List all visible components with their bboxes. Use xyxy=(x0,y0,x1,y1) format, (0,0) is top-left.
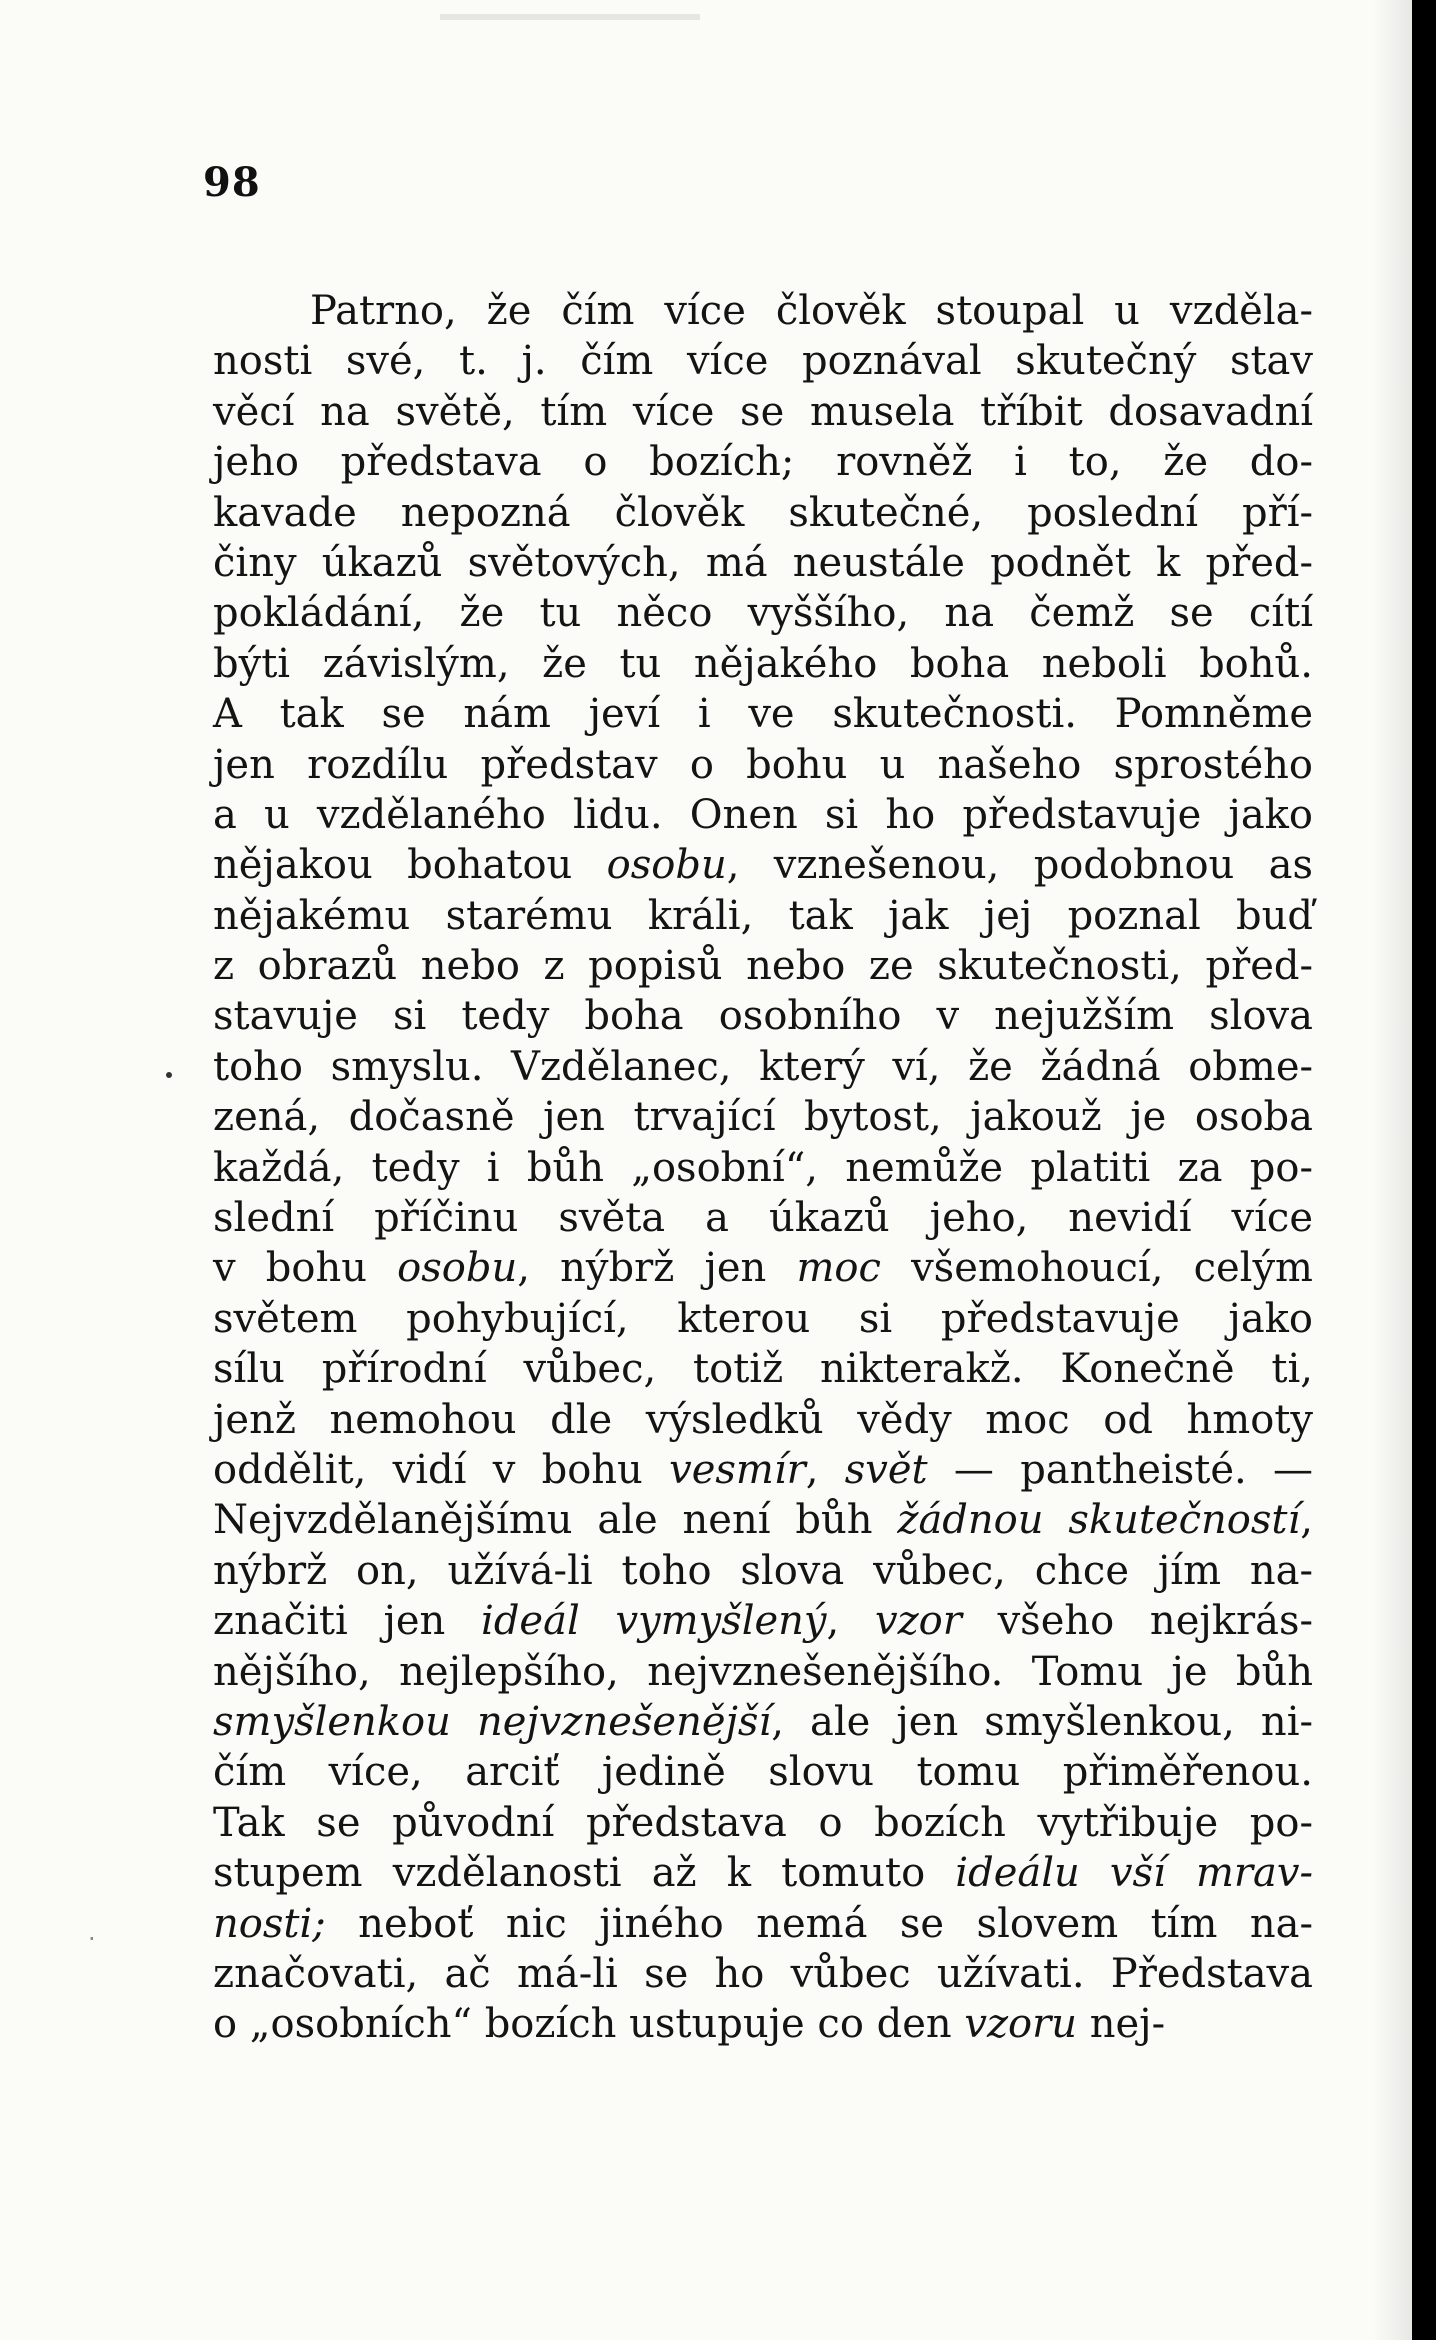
page-number: 98 xyxy=(203,159,261,206)
text-segment: nýbrž on, užívá-li toho slova vůbec, chce jím na- xyxy=(213,1547,1313,1594)
text-segment: z obrazů nebo z popisů nebo ze skutečnosti, před- xyxy=(213,943,1313,990)
text-line xyxy=(213,891,1313,941)
text-segment: stavuje si tedy boha osobního v nejužším slova xyxy=(213,993,1313,1040)
text-segment: Patrno, že čím více člověk stoupal u vzděla- xyxy=(310,288,1313,334)
text-segment: nějakou bohatou xyxy=(213,842,607,889)
text-segment: Nejvzdělanějšímu ale není bůh xyxy=(213,1497,898,1544)
text-line xyxy=(213,1546,1313,1596)
text-segment: býti závislým, že tu nějakého boha neboli bohů. xyxy=(213,640,1313,687)
text-line xyxy=(213,991,1313,1041)
text-line xyxy=(213,488,1313,538)
emphasis-text: ideálu vší mrav- xyxy=(955,1850,1313,1897)
text-line xyxy=(213,1747,1313,1797)
text-segment: každá, tedy i bůh „osobní“, nemůže platiti za po- xyxy=(213,1144,1313,1191)
text-segment: o „osobních“ bozích ustupuje co den xyxy=(213,2001,965,2048)
emphasis-text: ideál vymyšlený xyxy=(481,1598,827,1645)
text-line xyxy=(213,387,1313,437)
text-line xyxy=(213,437,1313,487)
scan-artifact xyxy=(440,14,700,20)
text-segment: slední příčinu světa a úkazů jeho, nevidí více xyxy=(213,1195,1313,1242)
text-segment: , xyxy=(1300,1497,1313,1544)
text-line xyxy=(213,790,1313,840)
text-segment: , vznešenou, podobnou as xyxy=(726,842,1313,889)
text-line xyxy=(213,639,1313,689)
text-segment: , xyxy=(805,1446,845,1493)
text-line xyxy=(213,1092,1313,1142)
text-line xyxy=(213,840,1313,890)
text-line xyxy=(213,1243,1313,1293)
text-segment: věcí na světě, tím více se musela tříbit dosavadní xyxy=(213,388,1313,435)
text-segment: sílu přírodní vůbec, totiž nikterakž. Konečně ti, xyxy=(213,1346,1313,1393)
text-line xyxy=(213,1647,1313,1697)
text-segment: , ale jen smyšlenkou, ni- xyxy=(771,1698,1313,1745)
text-line xyxy=(213,1143,1313,1193)
body-text xyxy=(213,286,1313,2050)
text-line xyxy=(213,1899,1313,1949)
text-line xyxy=(213,1949,1313,1999)
page-edge-shadow xyxy=(1372,0,1412,2340)
text-segment: a u vzdělaného lidu. Onen si ho představuje jako xyxy=(213,791,1313,838)
text-line xyxy=(213,1395,1313,1445)
text-line xyxy=(213,1294,1313,1344)
emphasis-text: smyšlenkou nejvznešenější xyxy=(213,1698,772,1745)
text-segment: nosti své, t. j. čím více poznával skutečný stav xyxy=(213,338,1313,385)
text-line xyxy=(213,1495,1313,1545)
emphasis-text: vesmír xyxy=(669,1446,806,1493)
emphasis-text: žádnou skutečností xyxy=(897,1497,1301,1544)
text-segment: značovati, ač má-li se ho vůbec užívati. Představa xyxy=(213,1950,1313,1997)
text-segment: činy úkazů světových, má neustále podnět k před- xyxy=(213,539,1313,586)
text-segment: jenž nemohou dle výsledků vědy moc od hmoty xyxy=(213,1396,1313,1443)
text-segment: v bohu xyxy=(213,1245,398,1292)
text-line xyxy=(213,1596,1313,1646)
text-segment: oddělit, vidí v bohu xyxy=(213,1446,670,1493)
text-line xyxy=(213,538,1313,588)
text-segment: všeho nejkrás- xyxy=(961,1598,1314,1645)
text-line xyxy=(213,1445,1313,1495)
text-line xyxy=(213,1848,1313,1898)
text-line xyxy=(213,1344,1313,1394)
text-line xyxy=(213,1193,1313,1243)
emphasis-text: vzoru xyxy=(964,2001,1078,2048)
emphasis-text: osobu xyxy=(397,1245,518,1292)
text-segment: pokládání, že tu něco vyššího, na čemž se cítí xyxy=(213,590,1313,637)
text-line xyxy=(213,336,1313,386)
text-line xyxy=(213,1042,1313,1092)
margin-mark xyxy=(166,1072,172,1078)
text-segment: nějšího, nejlepšího, nejvznešenějšího. Tomu je bůh xyxy=(213,1648,1313,1695)
text-segment: neboť nic jiného nemá se slovem tím na- xyxy=(325,1900,1313,1947)
margin-speck: · xyxy=(88,1925,96,1953)
text-line xyxy=(213,1798,1313,1848)
emphasis-text: osobu xyxy=(606,842,727,889)
text-segment: zená, dočasně jen trvající bytost, jakouž je osoba xyxy=(213,1094,1313,1141)
text-line xyxy=(213,740,1313,790)
text-segment: všemohoucí, celým xyxy=(880,1245,1313,1292)
text-segment: čím více, arciť jedině slovu tomu přiměřenou. xyxy=(213,1749,1313,1796)
text-line xyxy=(213,689,1313,739)
text-segment: Tak se původní představa o bozích vytřibuje po- xyxy=(213,1799,1313,1846)
text-line xyxy=(213,286,1313,336)
text-line xyxy=(213,588,1313,638)
text-segment: nej- xyxy=(1077,2001,1166,2048)
text-segment: světem pohybující, kterou si představuje jako xyxy=(213,1295,1313,1342)
text-segment: značiti jen xyxy=(213,1598,482,1645)
text-segment: , nýbrž jen xyxy=(517,1245,797,1292)
text-segment: jen rozdílu představ o bohu u našeho sprostého xyxy=(213,741,1313,788)
text-line xyxy=(213,1999,1313,2049)
text-segment: A tak se nám jeví i ve skutečnosti. Pomněme xyxy=(213,691,1313,738)
text-segment: jeho představa o bozích; rovněž i to, že do- xyxy=(213,439,1313,486)
text-segment: — pantheisté. — xyxy=(927,1446,1313,1493)
text-line xyxy=(213,1697,1313,1747)
text-segment: , xyxy=(826,1598,875,1645)
text-segment: nějakému starému králi, tak jak jej poznal buď xyxy=(213,892,1313,939)
text-segment: toho smyslu. Vzdělanec, který ví, že žádná obme- xyxy=(213,1043,1313,1090)
emphasis-text: vzor xyxy=(874,1598,962,1645)
text-segment: stupem vzdělanosti až k tomuto xyxy=(213,1850,956,1897)
emphasis-text: moc xyxy=(796,1245,881,1292)
emphasis-text: svět xyxy=(844,1446,928,1493)
text-segment: kavade nepozná člověk skutečné, poslední pří- xyxy=(213,489,1313,536)
emphasis-text: nosti; xyxy=(213,1900,326,1947)
text-line xyxy=(213,941,1313,991)
